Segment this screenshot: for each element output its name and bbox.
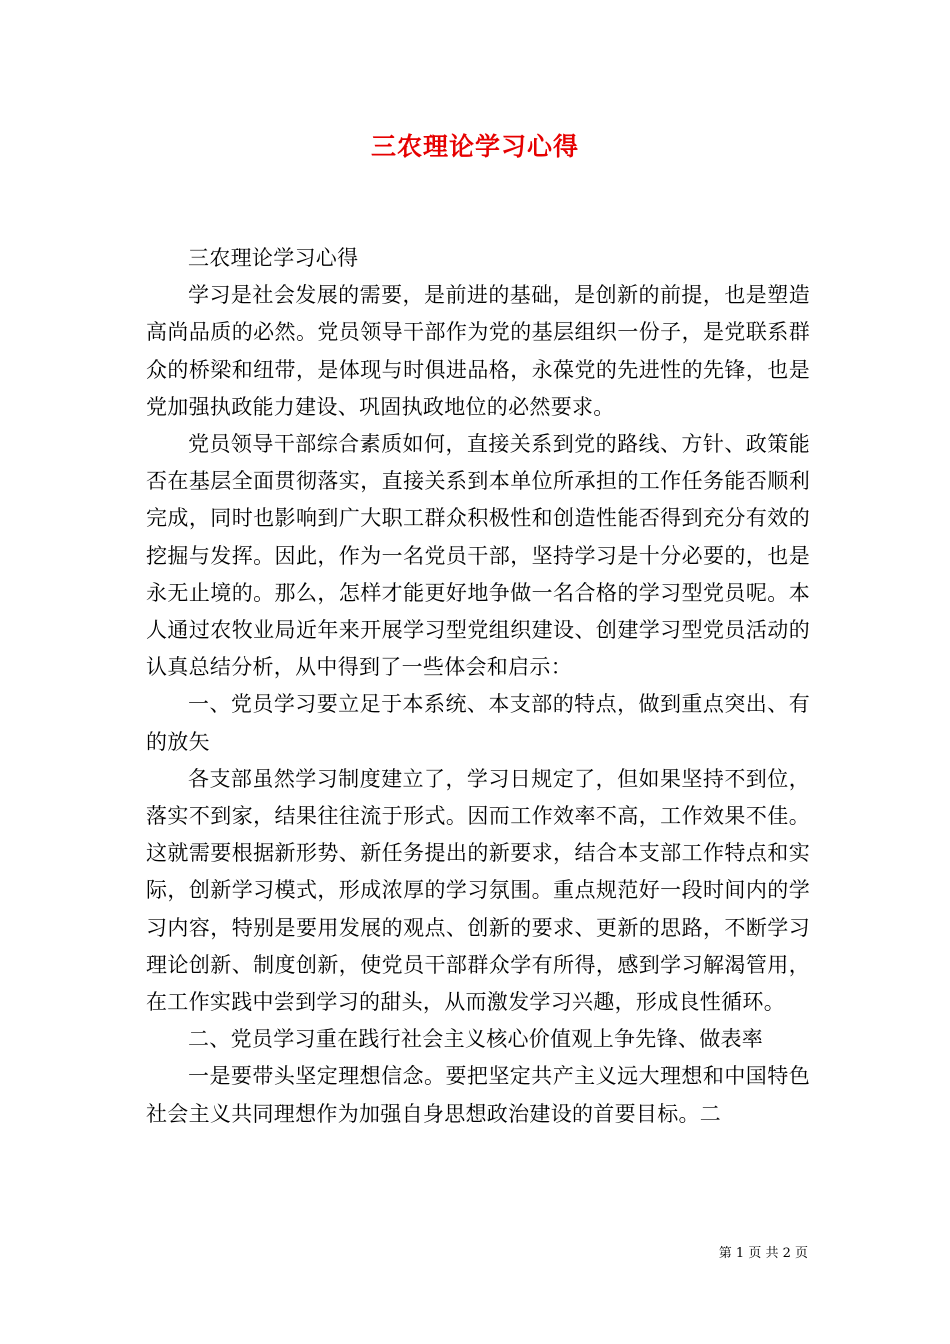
paragraph: 党员领导干部综合素质如何，直接关系到党的路线、方针、政策能否在基层全面贯彻落实，直接关系到本单位所承担的工作任务能否顺利完成，同时也影响到广大职工群众积极性和创造性能否得到充分有效的挖掘与发挥。因此，作为一名党员干部，坚持学习是十分必要的，也是永无止境的。那么，怎样才能更好地争做一名合格的学习型党员呢。本人通过农牧业局近年来开展学习型党组织建设、创建学习型党员活动的认真总结分析，从中得到了一些体会和启示： (146, 432, 810, 680)
paragraph: 各支部虽然学习制度建立了，学习日规定了，但如果坚持不到位，落实不到家，结果往往流于形式。因而工作效率不高，工作效果不佳。这就需要根据新形势、新任务提出的新要求，结合本支部工作特点和实际，创新学习模式，形成浓厚的学习氛围。重点规范好一段时间内的学习内容，特别是要用发展的观点、创新的要求、更新的思路，不断学习理论创新、制度创新，使党员干部群众学有所得，感到学习解渴管用，在工作实践中尝到学习的甜头，从而激发学习兴趣，形成良性循环。 (146, 766, 810, 1015)
section-heading: 二、党员学习重在践行社会主义核心价值观上争先锋、做表率 (188, 1027, 764, 1052)
paragraph-subtitle: 三农理论学习心得 (188, 246, 359, 270)
paragraph: 学习是社会发展的需要，是前进的基础，是创新的前提，也是塑造高尚品质的必然。党员领导干部作为党的基层组织一份子，是党联系群众的桥梁和纽带，是体现与时俱进品格，永葆党的先进性的先锋，也是党加强执政能力建设、巩固执政地位的必然要求。 (146, 283, 810, 419)
section-heading: 一、党员学习要立足于本系统、本支部的特点，做到重点突出、有的放矢 (146, 692, 810, 754)
page-title: 三农理论学习心得 (370, 132, 579, 161)
paragraph: 一是要带头坚定理想信念。要把坚定共产主义远大理想和中国特色社会主义共同理想作为加强自身思想政治建设的首要目标。二 (146, 1064, 810, 1126)
document-body (146, 240, 810, 1133)
page-footer: 第 1 页 共 2 页 (718, 1246, 808, 1261)
